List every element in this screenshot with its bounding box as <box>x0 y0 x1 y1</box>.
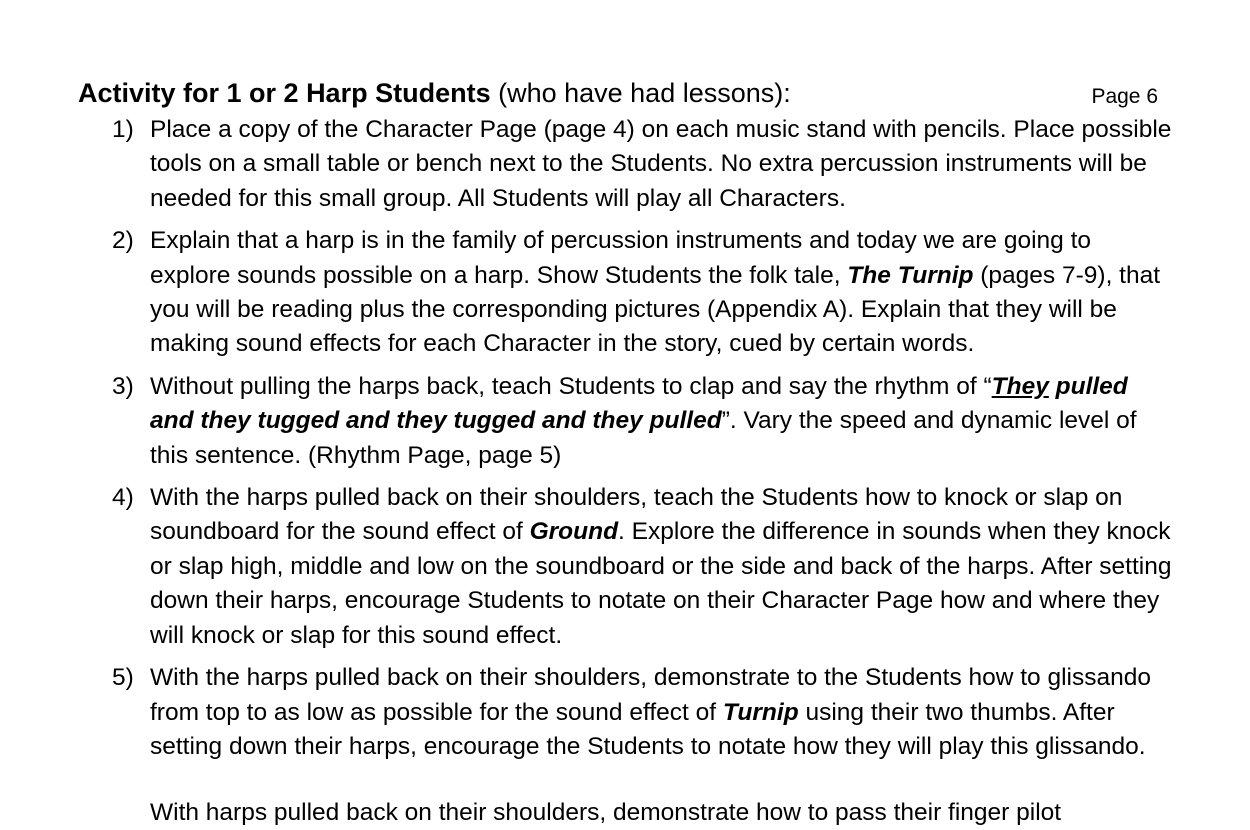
list-item-number: 3) <box>112 372 134 400</box>
list-item <box>112 370 1172 473</box>
text-run: Place a copy of the Character Page (page 4) on each music stand with pencils. Place possible tools on a small table or bench next to the Students. No extra percussion instruments will be needed for this small group. All Students will play all Characters. <box>150 116 1172 212</box>
emphasized-text: pulled and they tugged and they tugged and they pulled <box>150 372 1128 435</box>
list-item-number: 1) <box>112 116 134 143</box>
cut-off-line: With harps pulled back on their shoulders, demonstrate how to pass their finger pilot <box>150 799 1062 826</box>
emphasized-text: The Turnip <box>847 261 974 289</box>
activity-heading <box>78 76 791 110</box>
text-run: Explain that a harp is in the family of percussion instruments and today we are going to explore sounds possible on a harp. Show Students the folk tale, <box>150 227 1092 289</box>
emphasized-text: They <box>991 372 1049 400</box>
page-number: Page 6 <box>1091 85 1158 108</box>
list-item-text <box>150 227 1160 357</box>
text-run: ”. Vary the speed and dynamic level of this sentence. (Rhythm Page, page 5) <box>150 407 1137 469</box>
list-item <box>112 481 1172 653</box>
list-item <box>112 113 1172 216</box>
list-item-text <box>150 373 1137 469</box>
list-item-text <box>150 116 1171 212</box>
emphasized-text: Ground <box>529 518 619 546</box>
heading-bold: Activity for 1 or 2 Harp Students <box>78 78 491 108</box>
list-item-number: 2) <box>112 227 134 255</box>
text-run: using their two thumbs. After setting down their harps, encourage the Students to notate how they will play this glissando. <box>150 698 1146 760</box>
list-item-number: 4) <box>112 484 134 512</box>
heading-rest: (who have had lessons): <box>490 78 791 108</box>
text-run: With the harps pulled back on their shoulders, demonstrate to the Students how to glissando from top to as low as possible for the sound effect of <box>150 664 1152 726</box>
list-item-number: 5) <box>112 664 134 692</box>
emphasized-text: Turnip <box>722 698 799 726</box>
list-item-text <box>150 664 1151 760</box>
text-run: Without pulling the harps back, teach Students to clap and say the rhythm of “ <box>150 372 992 400</box>
activity-steps-list <box>112 113 1172 772</box>
list-item <box>112 661 1172 764</box>
text-run: . Explore the difference in sounds when they knock or slap high, middle and low on the soundboard or the side and back of the harps. After setting down their harps, encourage Students to notate on their Character Page how and where they will knock or slap for this sound effect. <box>150 518 1172 649</box>
text-run: (pages 7-9), that you will be reading plus the corresponding pictures (Appendix A). Explain that they will be making sound effects for each Character in the story, cued by certain words. <box>150 261 1161 358</box>
list-item <box>112 224 1172 362</box>
list-item-text <box>150 484 1172 649</box>
text-run: With the harps pulled back on their shoulders, teach the Students how to knock or slap on soundboard for the sound effect of <box>150 484 1123 546</box>
